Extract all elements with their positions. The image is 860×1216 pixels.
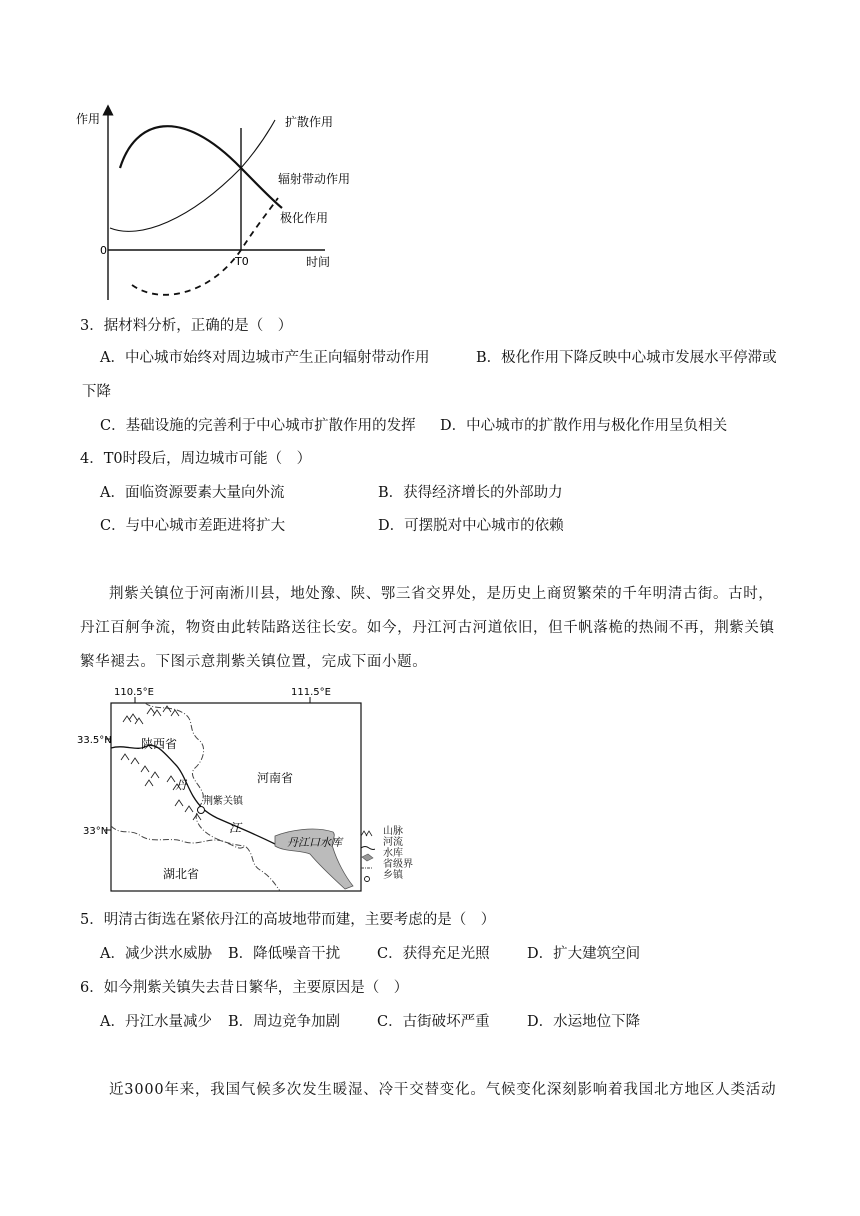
passage-1: 荆紫关镇位于河南淅川县，地处豫、陕、鄂三省交界处，是历史上商贸繁荣的千年明清古街。古时，丹江百舸争流，物资由此转陆路送往长安。如今，丹江河古河道依旧，但千帆落桅的热闹不再，荆紫关镇繁华褪去。下图示意荆紫关镇位置，完成下面小题。 [80, 586, 775, 670]
x-axis-label: 时间 [306, 255, 331, 269]
q5-option-a[interactable]: A．减少洪水威胁 [100, 946, 212, 962]
q5-option-b[interactable]: B．降低噪音干扰 [228, 946, 341, 962]
q4-stem: 4．T0时段后，周边城市可能（ ） [80, 451, 312, 467]
q6-option-d[interactable]: D．水运地位下降 [527, 1014, 641, 1030]
q6-option-a[interactable]: A．丹江水量减少 [100, 1014, 212, 1030]
q3-option-c[interactable]: C．基础设施的完善利于中心城市扩散作用的发挥 [100, 418, 416, 434]
q6-stem: 6．如今荆紫关镇失去昔日繁华，主要原因是（ ） [80, 980, 409, 996]
lon-label-1: 110.5°E [114, 687, 154, 698]
radiation-curve [132, 198, 278, 295]
reservoir-label: 丹江口水库 [287, 836, 342, 849]
q4-option-c[interactable]: C．与中心城市差距进将扩大 [100, 518, 286, 534]
y-axis-label: 作用 [76, 112, 101, 126]
legend-river: 河流 [383, 837, 403, 848]
legend-boundary: 省级界 [383, 859, 413, 870]
legend-town: 乡镇 [383, 870, 403, 881]
q6-option-b[interactable]: B．周边竞争加剧 [228, 1014, 341, 1030]
q3-stem: 3．据材料分析，正确的是（ ） [80, 318, 293, 334]
city-effects-graph [70, 100, 370, 305]
hubei-label: 湖北省 [163, 867, 200, 881]
q6-option-c[interactable]: C．古街破坏严重 [377, 1014, 490, 1030]
lat-label-2: 33°N [83, 826, 109, 837]
q3-option-b-cont: 下降 [82, 384, 111, 400]
map-legend-labels [383, 826, 413, 881]
town-label: 荆紫关镇 [203, 796, 243, 807]
river-label-1: 丹 [175, 778, 188, 792]
legend-mountain: 山脉 [383, 826, 403, 837]
jingziguan-location-map [75, 686, 375, 896]
lat-label-1: 33.5°N [77, 735, 112, 746]
q3-option-d[interactable]: D．中心城市的扩散作用与极化作用呈负相关 [440, 418, 728, 434]
polar-curve [120, 126, 282, 208]
q4-option-a[interactable]: A．面临资源要素大量向外流 [100, 485, 285, 501]
q5-option-c[interactable]: C．获得充足光照 [377, 946, 490, 962]
lon-label-2: 111.5°E [291, 687, 331, 698]
radiation-curve-label: 辐射带动作用 [278, 172, 351, 186]
q4-option-b[interactable]: B．获得经济增长的外部助力 [378, 485, 563, 501]
legend-reservoir: 水库 [383, 848, 403, 859]
q5-option-d[interactable]: D．扩大建筑空间 [527, 946, 641, 962]
shaanxi-label: 陕西省 [141, 737, 178, 751]
spread-curve [110, 120, 275, 231]
q3-option-b[interactable]: B．极化作用下降反映中心城市发展水平停滞或 [476, 350, 777, 366]
map-legend [361, 831, 375, 882]
polar-curve-label: 极化作用 [280, 211, 329, 225]
henan-label: 河南省 [257, 771, 294, 785]
passage-2: 近3000年来，我国气候多次发生暖湿、冷干交替变化。气候变化深刻影响着我国北方地区人类活动 [109, 1082, 777, 1098]
origin-label: 0 [100, 244, 107, 257]
q3-option-a[interactable]: A．中心城市始终对周边城市产生正向辐射带动作用 [100, 350, 430, 366]
river-label-2: 江 [229, 821, 242, 835]
town-marker [198, 807, 205, 814]
q5-stem: 5．明清古街选在紧依丹江的高坡地带而建，主要考虑的是（ ） [80, 912, 496, 928]
t0-label: T0 [235, 255, 249, 268]
spread-curve-label: 扩散作用 [285, 115, 334, 129]
q4-option-d[interactable]: D．可摆脱对中心城市的依赖 [378, 518, 564, 534]
